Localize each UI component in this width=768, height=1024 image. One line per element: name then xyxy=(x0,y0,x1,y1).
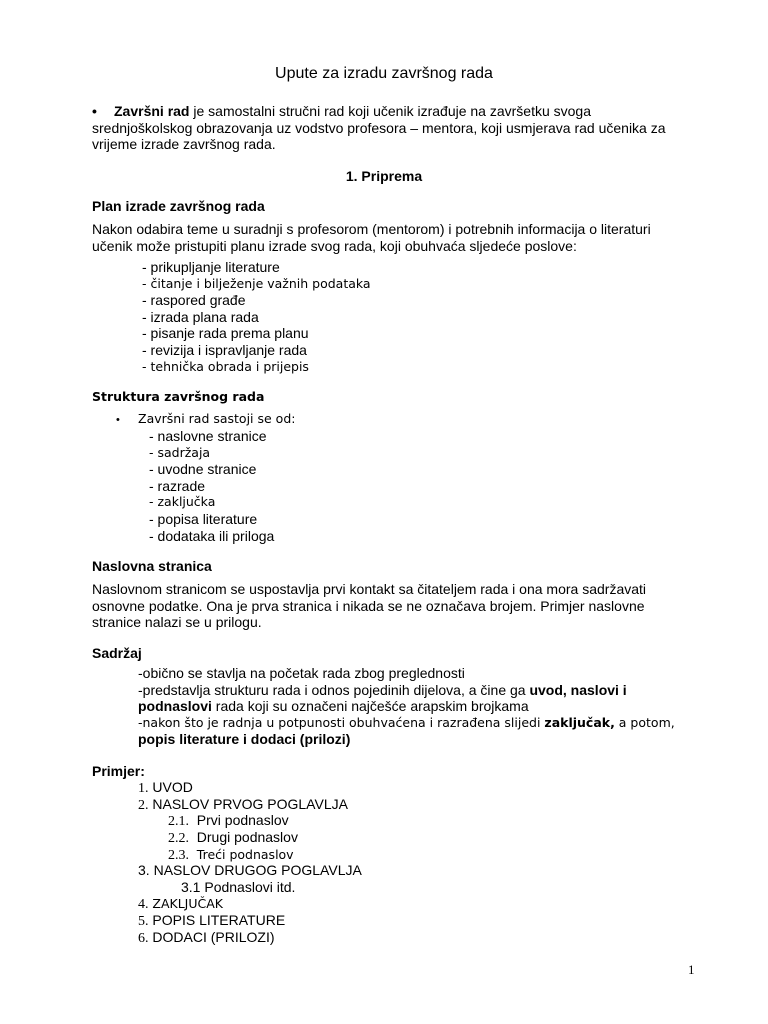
toc-row: 2.2. Drugi podnaslov xyxy=(168,829,298,846)
example-heading: Primjer: xyxy=(92,763,145,779)
contents-block xyxy=(138,665,678,748)
list-item: - pisanje rada prema planu xyxy=(142,325,309,342)
contents-line: -obično se stavlja na početak rada zbog preglednosti xyxy=(138,665,465,681)
contents-heading: Sadržaj xyxy=(92,645,142,661)
structure-list xyxy=(149,428,274,544)
toc-row: 2.3. Treći podnaslov xyxy=(168,847,294,863)
list-item: - zaključka xyxy=(149,494,216,510)
list-item: - revizija i ispravljanje rada xyxy=(142,341,307,358)
toc-row: 2. NASLOV PRVOG POGLAVLJA xyxy=(138,796,348,813)
intro-bold-term: Završni rad xyxy=(114,103,190,119)
section-heading-priprema: 1. Priprema xyxy=(345,168,423,184)
plan-paragraph: Nakon odabira teme u suradnji s profesorom (mentorom) i potrebnih informacija o literaturi učenik može pristupiti planu izrade svog rada, koji obuhvaća sljedeće poslove: xyxy=(92,221,651,254)
contents-text: a potom, xyxy=(614,714,675,730)
title-page-paragraph: Naslovnom stranicom se uspostavlja prvi kontakt sa čitateljem rada i ona mora sadržavati osnovne podatke. Ona je prva stranica i nikada se ne označava brojem. Primjer naslovne stranice nalazi se u prilogu. xyxy=(92,581,647,630)
structure-lead: Završni rad sastoji se od: xyxy=(138,411,296,426)
plan-list xyxy=(142,259,371,375)
toc-row: 3.1 Podnaslovi itd. xyxy=(181,879,296,895)
toc-row: 2.1. Prvi podnaslov xyxy=(168,812,289,829)
list-item: - tehnička obrada i prijepis xyxy=(142,358,309,374)
list-item: - uvodne stranice xyxy=(149,461,257,478)
toc-row: 4. ZAKLJUČAK xyxy=(138,896,223,912)
list-item: - razrade xyxy=(149,477,206,494)
list-item: - raspored građe xyxy=(142,292,246,309)
title-page-heading: Naslovna stranica xyxy=(92,558,212,574)
page-number: 1 xyxy=(688,962,695,977)
contents-line: popis literature i dodaci (prilozi) xyxy=(138,731,351,748)
document-title: Upute za izradu završnog rada xyxy=(275,65,493,82)
intro-text: je samostalni stručni rad koji učenik izrađuje na završetku svoga srednjoškolskog obrazovanja uz vodstvo profesora – mentora, koji usmjerava rad učenika za vrijeme izrade završnog rada. xyxy=(92,103,666,152)
contents-bold: zaključak, xyxy=(544,714,615,730)
contents-line xyxy=(138,715,678,732)
list-item: - dodataka ili priloga xyxy=(149,527,275,544)
list-item: - izrada plana rada xyxy=(142,308,259,325)
list-item: - prikupljanje literature xyxy=(142,259,280,275)
list-item: - čitanje i bilježenje važnih podataka xyxy=(142,275,371,291)
intro-paragraph xyxy=(92,103,682,153)
contents-bold: uvod, naslovi i podnaslovi xyxy=(138,681,627,715)
intro-bullet: • xyxy=(92,103,97,119)
toc-row: 5. POPIS LITERATURE xyxy=(138,912,286,929)
toc-row: 1. UVOD xyxy=(138,779,193,796)
structure-bullet: • xyxy=(116,414,120,426)
plan-heading: Plan izrade završnog rada xyxy=(92,198,265,214)
list-item: - sadržaja xyxy=(149,444,211,460)
list-item: - naslovne stranice xyxy=(149,428,267,444)
list-item: - popisa literature xyxy=(149,510,258,527)
contents-line xyxy=(138,682,678,715)
contents-text: rada koji su označeni najčešće arapskim brojkama xyxy=(211,698,529,715)
toc-row: 3. NASLOV DRUGOG POGLAVLJA xyxy=(138,862,362,878)
contents-text: -predstavlja strukturu rada i odnos pojedinih dijelova, a čine ga xyxy=(138,681,530,698)
structure-heading: Struktura završnog rada xyxy=(92,389,265,404)
contents-text: -nakon što je radnja u potpunosti obuhvaćena i razrađena slijedi xyxy=(138,714,545,730)
toc-row: 6. DODACI (PRILOZI) xyxy=(138,929,275,946)
